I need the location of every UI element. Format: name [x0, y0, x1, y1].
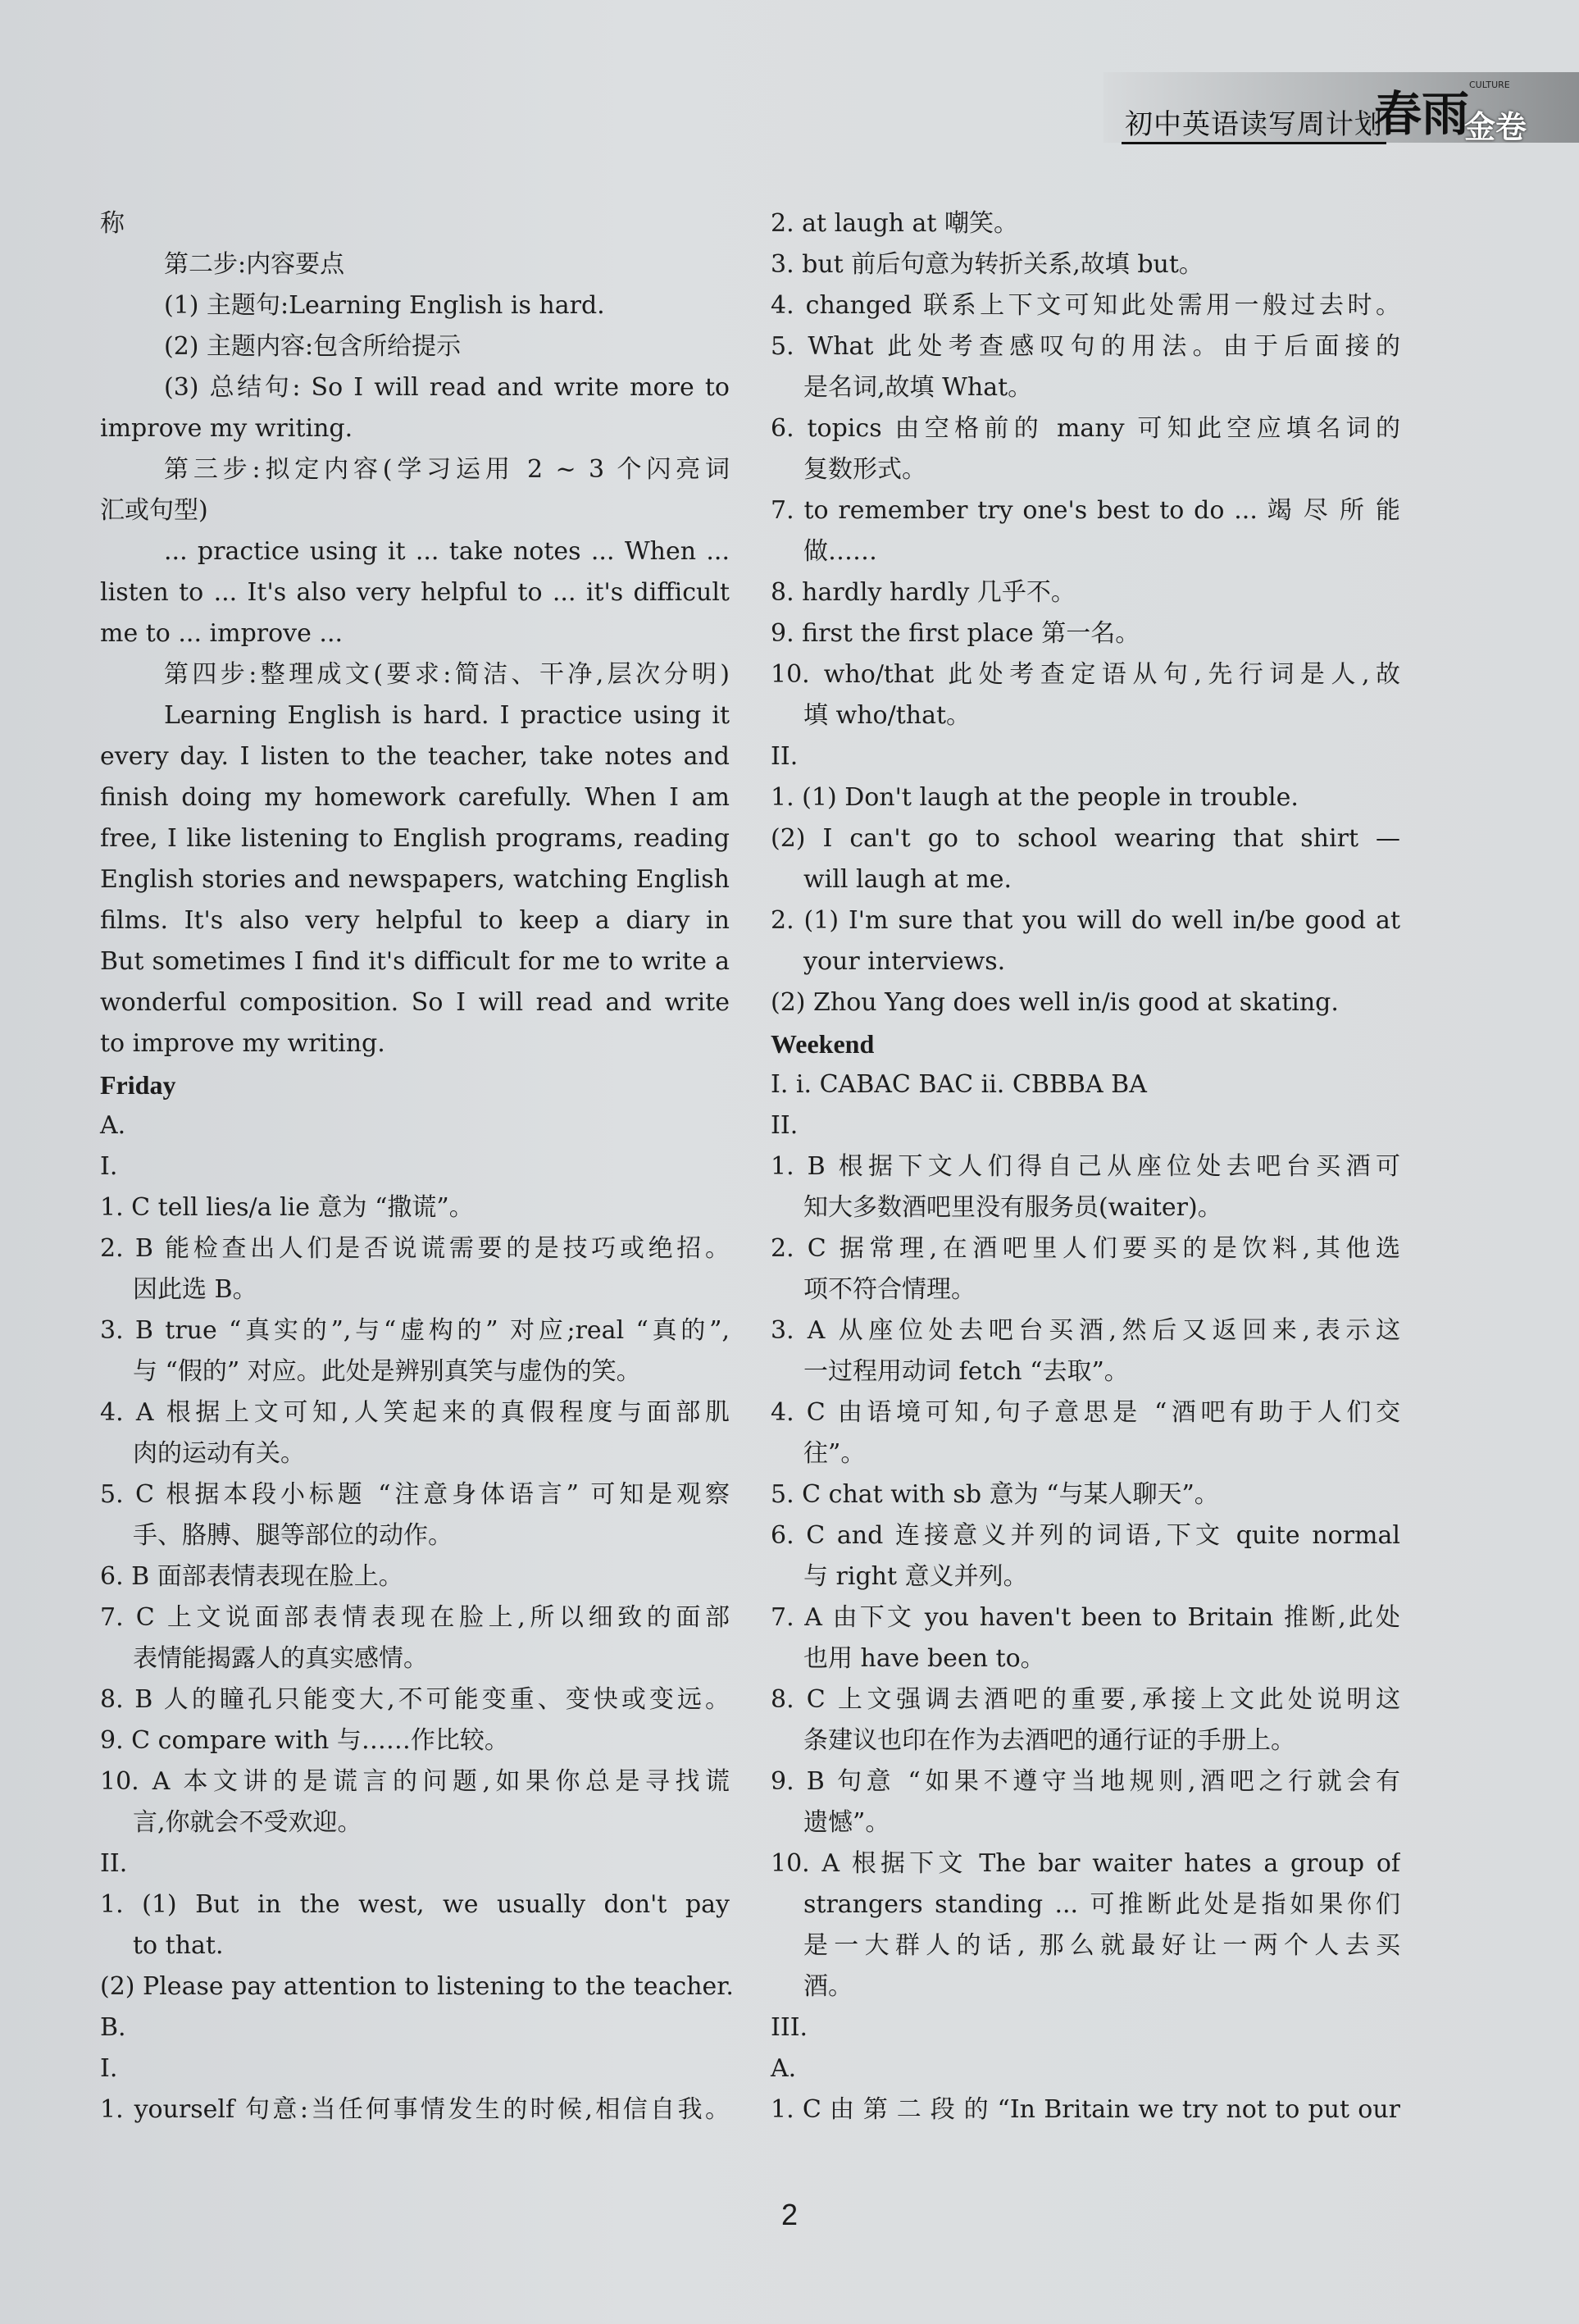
text-line: (1) 主题句:Learning English is hard.: [164, 291, 605, 320]
text-line: 2. (1) I'm sure that you will do well in/be good at: [771, 906, 1400, 935]
text-line: 1. (1) But in the west, we usually don't pay: [100, 1890, 730, 1919]
edition-label: 金卷: [1464, 109, 1527, 145]
text-line: finish doing my homework carefully. When I am: [100, 783, 730, 812]
text-line: 8. B 人的瞳孔只能变大,不可能变重、变快或变远。: [100, 1685, 730, 1714]
text-line: improve my writing.: [100, 414, 353, 443]
text-line: 1. yourself 句意:当任何事情发生的时候,相信自我。: [100, 2095, 730, 2124]
text-line: 肉的运动有关。: [133, 1439, 305, 1468]
text-line: every day. I listen to the teacher, take notes and: [100, 742, 730, 771]
series-title: 初中英语读写周计划: [1122, 102, 1386, 144]
text-line: Friday: [100, 1070, 176, 1100]
text-line: free, I like listening to English programs, reading: [100, 824, 730, 853]
text-line: 1. C 由 第 二 段 的 “In Britain we try not to put our: [771, 2095, 1400, 2124]
text-line: 6. B 面部表情表现在脸上。: [100, 1562, 403, 1591]
text-line: (3) 总结句: So I will read and write more to: [164, 373, 730, 402]
text-line: 与 right 意义并列。: [803, 1562, 1028, 1591]
text-line: 9. first the first place 第一名。: [771, 619, 1140, 648]
text-line: 4. changed 联系上下文可知此处需用一般过去时。: [771, 291, 1400, 320]
text-line: listen to ... It's also very helpful to ... it's difficult: [100, 578, 730, 607]
text-line: 与 “假的” 对应。此处是辨别真笑与虚伪的笑。: [133, 1357, 641, 1386]
text-line: 项不符合情理。: [803, 1275, 976, 1304]
right-column: [771, 203, 1400, 2130]
text-line: 2. C 据常理,在酒吧里人们要买的是饮料,其他选: [771, 1234, 1400, 1263]
text-line: 7. C 上文说面部表情表现在脸上,所以细致的面部: [100, 1603, 730, 1632]
text-line: strangers standing ... 可推断此处是指如果你们: [803, 1890, 1400, 1919]
text-line: Learning English is hard. I practice using it: [164, 701, 730, 730]
text-line: 言,你就会不受欢迎。: [133, 1808, 362, 1837]
text-line: 第二步:内容要点: [164, 250, 345, 279]
text-line: II.: [771, 1111, 799, 1140]
text-line: 2. B 能检查出人们是否说谎需要的是技巧或绝招。: [100, 1234, 730, 1263]
text-line: 是一大群人的话, 那么就最好让一两个人去买: [803, 1931, 1400, 1960]
text-line: 1. (1) Don't laugh at the people in trouble.: [771, 783, 1299, 812]
text-line: 8. C 上文强调去酒吧的重要,承接上文此处说明这: [771, 1685, 1400, 1714]
text-line: A.: [771, 2054, 797, 2083]
text-line: 5. C chat with sb 意为 “与某人聊天”。: [771, 1480, 1219, 1509]
brand-logo: 春雨: [1374, 86, 1470, 142]
text-line: 7. A 由下文 you haven't been to Britain 推断,此处: [771, 1603, 1400, 1632]
text-line: to that.: [133, 1931, 224, 1960]
text-line: 10. who/that 此处考查定语从句,先行词是人,故: [771, 660, 1400, 689]
text-line: 3. A 从座位处去吧台买酒,然后又返回来,表示这: [771, 1316, 1400, 1345]
text-line: Weekend: [771, 1029, 875, 1059]
text-line: 一过程用动词 fetch “去取”。: [803, 1357, 1129, 1386]
text-line: 6. topics 由空格前的 many 可知此空应填名词的: [771, 414, 1400, 443]
text-line: (2) Zhou Yang does well in/is good at skating.: [771, 988, 1339, 1017]
text-line: 填 who/that。: [803, 701, 972, 730]
text-line: 5. What 此处考查感叹句的用法。由于后面接的: [771, 332, 1400, 361]
text-line: 第四步:整理成文(要求:简洁、干净,层次分明): [164, 660, 730, 689]
text-line: 7. to remember try one's best to do ... 竭 尽 所 能: [771, 496, 1400, 525]
text-line: 手、胳膊、腿等部位的动作。: [133, 1521, 453, 1550]
page-number: 2: [780, 2198, 799, 2231]
text-line: me to ... improve ...: [100, 619, 344, 648]
text-line: A.: [100, 1111, 126, 1140]
text-line: B.: [100, 2013, 126, 2042]
text-line: 因此选 B。: [133, 1275, 257, 1304]
text-line: 条建议也印在作为去酒吧的通行证的手册上。: [803, 1726, 1295, 1755]
text-line: films. It's also very helpful to keep a diary in: [100, 906, 730, 935]
text-line: 也用 have been to。: [803, 1644, 1045, 1673]
text-line: (2) 主题内容:包含所给提示: [164, 332, 462, 361]
text-line: 称: [100, 209, 125, 238]
text-line: 做……: [803, 537, 877, 566]
page-header: [1103, 72, 1579, 143]
text-line: 表情能揭露人的真实感情。: [133, 1644, 428, 1673]
text-line: 1. B 根据下文人们得自己从座位处去吧台买酒可: [771, 1152, 1400, 1181]
text-line: I.: [100, 2054, 118, 2083]
text-line: English stories and newspapers, watching English: [100, 865, 730, 894]
text-line: (2) Please pay attention to listening to the teacher.: [100, 1972, 734, 2001]
text-line: 9. C compare with 与……作比较。: [100, 1726, 509, 1755]
text-line: I.: [100, 1152, 118, 1181]
text-line: 知大多数酒吧里没有服务员(waiter)。: [803, 1193, 1222, 1222]
text-line: 6. C and 连接意义并列的词语,下文 quite normal: [771, 1521, 1400, 1550]
text-line: 5. C 根据本段小标题 “注意身体语言” 可知是观察: [100, 1480, 730, 1509]
text-line: 是名词,故填 What。: [803, 373, 1033, 402]
text-line: ... practice using it ... take notes ... When ...: [164, 537, 730, 566]
text-line: 3. B true “真实的”,与“虚构的” 对应;real “真的”,: [100, 1316, 730, 1345]
brand-tag: CULTURE: [1469, 80, 1510, 90]
text-line: 复数形式。: [803, 455, 926, 484]
text-line: 汇或句型): [100, 496, 208, 525]
text-line: 4. A 根据上文可知,人笑起来的真假程度与面部肌: [100, 1398, 730, 1427]
left-column: [100, 203, 734, 2130]
text-line: will laugh at me.: [803, 865, 1012, 894]
text-line: 酒。: [803, 1972, 853, 2001]
text-line: 1. C tell lies/a lie 意为 “撒谎”。: [100, 1193, 474, 1222]
text-line: 第三步:拟定内容(学习运用 2 ~ 3 个闪亮词: [164, 455, 730, 484]
text-line: 遗憾”。: [803, 1808, 890, 1837]
text-line: 4. C 由语境可知,句子意思是 “酒吧有助于人们交: [771, 1398, 1400, 1427]
text-line: III.: [771, 2013, 808, 2042]
text-line: 10. A 本文讲的是谎言的问题,如果你总是寻找谎: [100, 1767, 730, 1796]
text-line: II.: [100, 1849, 128, 1878]
text-line: But sometimes I find it's difficult for me to write a: [100, 947, 730, 976]
text-line: 9. B 句意 “如果不遵守当地规则,酒吧之行就会有: [771, 1767, 1400, 1796]
text-line: your interviews.: [803, 947, 1006, 976]
text-line: I. i. CABAC BAC ii. CBBBA BA: [771, 1070, 1147, 1099]
text-line: II.: [771, 742, 799, 771]
text-line: (2) I can't go to school wearing that shirt —: [771, 824, 1400, 853]
text-line: 3. but 前后句意为转折关系,故填 but。: [771, 250, 1204, 279]
text-line: to improve my writing.: [100, 1029, 385, 1058]
text-line: 10. A 根据下文 The bar waiter hates a group of: [771, 1849, 1400, 1878]
text-line: 8. hardly hardly 几乎不。: [771, 578, 1076, 607]
text-line: 2. at laugh at 嘲笑。: [771, 209, 1018, 238]
text-line: 往”。: [803, 1439, 866, 1468]
text-line: wonderful composition. So I will read and write: [100, 988, 730, 1017]
